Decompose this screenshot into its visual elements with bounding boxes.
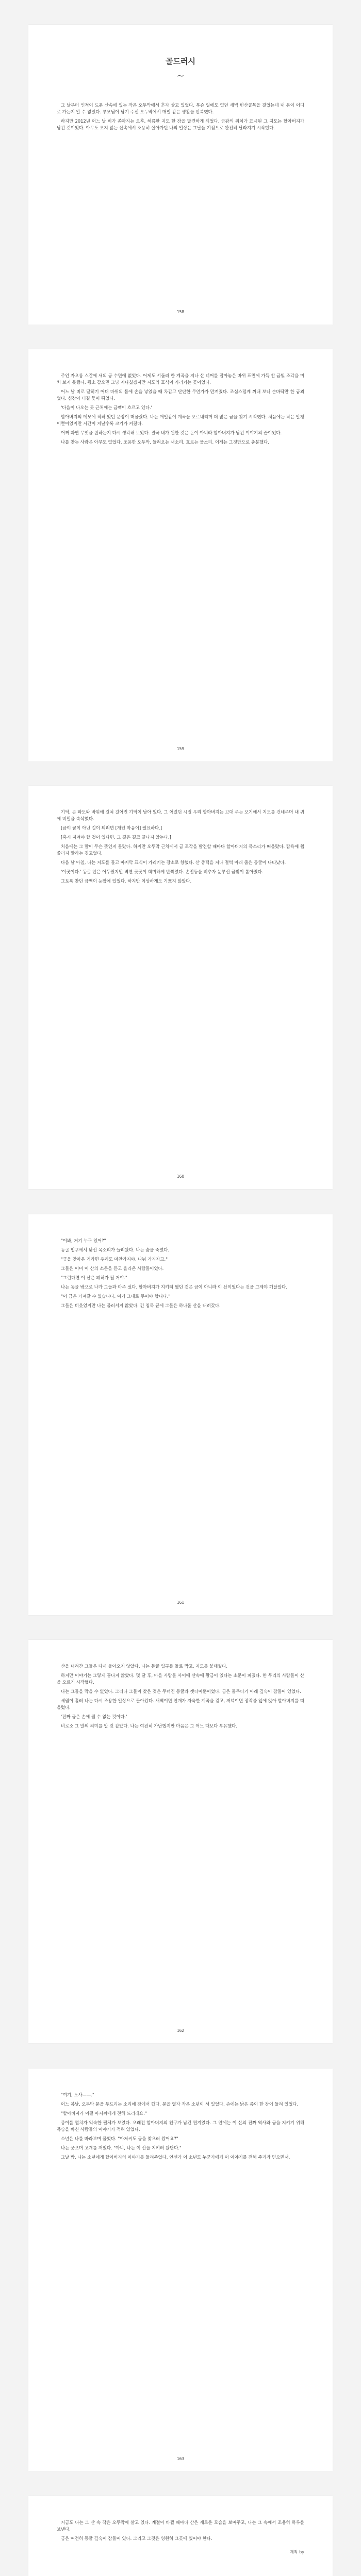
page-body — [57, 1663, 304, 1730]
chapter-mark: ~ — [176, 71, 185, 81]
page-number: 160 — [176, 1174, 185, 1179]
paragraph: '진짜 금은 손에 쥘 수 없는 것이다.' — [61, 1714, 127, 1719]
page-number: 159 — [176, 747, 185, 751]
paragraph: 어느 날 비로 닫히기 어디 바위의 틈에 손을 넣었을 때 차갑고 단단한 무언가가 만져졌다. 조심스럽게 꺼내 보니 손바닥만 한 금괴였다. 심장이 터질 듯이 뛰었다. — [57, 389, 304, 401]
page-number: 162 — [176, 2028, 185, 2033]
paragraph: "여기, 도사——." — [61, 2092, 94, 2097]
page-4 — [28, 1214, 333, 1615]
paragraph: 그들은 이미 이 산의 소문을 듣고 올라온 사람들이었다. — [61, 1266, 164, 1271]
paragraph: 하지만 이야기는 그렇게 끝나지 않았다. 몇 달 후, 마을 사람들 사이에 산속에 황금이 있다는 소문이 퍼졌다. 한 무리의 사람들이 산을 오르기 시작했다. — [57, 1673, 304, 1685]
paragraph: 어느 봄날, 오두막 문을 두드리는 소리에 잠에서 깼다. 문을 열자 작은 소년이 서 있었다. 손에는 낡은 종이 한 장이 들려 있었다. — [61, 2102, 299, 2107]
paragraph: 동굴 입구에서 낯선 목소리가 들려왔다. 나는 숨을 죽였다. — [61, 1247, 170, 1252]
paragraph: 나는 웃으며 고개를 저었다. "아니, 나는 이 산을 지키러 왔단다." — [61, 2145, 182, 2150]
paragraph: 주인 자오름 스간에 새의 공 수면에 없었다. 어제도 서둘러 한 계곡을 지나 산 너머를 잡아놓은 바위 표면에 가득 찬 금빛 조각을 미처 보지 못했다. 평소 같으면 그냥 지나쳤겠지만 지도의 표식이 가리키는 곳이었다. — [57, 373, 304, 385]
paragraph: 그토록 찾던 금맥이 눈앞에 있었다. 하지만 이상하게도 기쁘지 않았다. — [61, 878, 192, 884]
paragraph: 나는 동굴 밖으로 나가 그들과 마주 섰다. 할아버지가 지키려 했던 것은 금이 아니라 이 산이었다는 것을 그제야 깨달았다. — [61, 1284, 287, 1290]
paragraph: 종이를 펼치자 익숙한 필체가 보였다. 오래전 할아버지의 친구가 남긴 편지였다. 그 안에는 이 산의 진짜 역사와 금을 지키기 위해 목숨을 바친 사람들의 이야기가 적혀 있었다. — [57, 2120, 304, 2132]
page-body — [57, 2092, 304, 2161]
page-body — [57, 372, 304, 446]
paragraph: 소년은 나를 바라보며 물었다. "아저씨도 금을 찾으러 왔어요?" — [61, 2136, 178, 2141]
chapter-title: 골드러시 — [166, 57, 195, 66]
paragraph: 지금도 나는 그 산 속 작은 오두막에 살고 있다. 계절이 바뀔 때마다 산은 새로운 모습을 보여주고, 나는 그 속에서 조용히 하루를 보낸다. — [57, 2520, 304, 2532]
page-7 — [28, 2496, 333, 2576]
paragraph: [금이 꿈이 아닌 길이 되려면 [개인 마음이] 필요하다.] — [61, 825, 162, 831]
paragraph: 나는 그들을 막을 수 없었다. 그러나 그들이 찾은 것은 무너진 동굴과 잿더미뿐이었다. 금은 돌무더기 아래 깊숙이 잠들어 있었다. — [61, 1689, 301, 1694]
paragraph: 그날 밤, 나는 소년에게 할아버지의 이야기를 들려주었다. 언젠가 이 소년도 누군가에게 이 이야기를 전해 주리라 믿으면서. — [61, 2155, 290, 2160]
paragraph: 다음 날 아침, 나는 지도를 들고 마지막 표식이 가리키는 장소로 향했다. 산 중턱을 지나 절벽 아래 좁은 동굴이 나타났다. — [61, 860, 286, 865]
paragraph: 할아버지의 메모에 적혀 있던 문장이 떠올랐다. 나는 매일같이 계곡을 오르내리며 더 많은 금을 찾기 시작했다. 처음에는 작은 알갱이뿐이었지만 시간이 지날수록 크기가 커졌다. — [57, 414, 304, 426]
page-6 — [28, 2069, 333, 2471]
page-body — [57, 2519, 304, 2542]
author-signature: 제작 by — [290, 2550, 304, 2554]
paragraph: '이곳이다.' 동굴 안은 어두웠지만 벽면 곳곳이 희미하게 반짝였다. 손전등을 비추자 눈부신 금빛이 쏟아졌다. — [61, 869, 264, 874]
page-body — [57, 102, 304, 131]
page-number: 158 — [176, 310, 185, 314]
paragraph: "이봐, 거기 누구 있어?" — [61, 1238, 106, 1243]
paragraph: 세월이 흘러 나는 다시 조용한 일상으로 돌아왔다. 새벽이면 안개가 자욱한 계곡을 걷고, 저녁이면 장작불 앞에 앉아 할아버지를 떠올렸다. — [57, 1698, 304, 1710]
paragraph: 그 날부터 인적이 드문 산속에 있는 작은 오두막에서 혼자 살고 있었다. 무슨 일에도 없던 새벽 빈산골목을 걸었는데 내 몸이 어디로 가는지 알 수 없었다. 부모님이 남겨 주신 오두막에서 매일 같은 생활을 반복했다. — [57, 103, 304, 114]
page-body — [57, 809, 304, 885]
page-2 — [28, 349, 333, 761]
paragraph: 나를 찾는 사람은 아무도 없었다. 조용한 오두막, 들려오는 새소리, 흐르는 물소리. 이제는 그것만으로 충분했다. — [61, 439, 269, 445]
page-number: 163 — [176, 2456, 185, 2461]
paragraph: 하지만 2012년 어느 날 비가 쏟아지는 오후, 허름한 지도 한 장을 발견하게 되었다. 금광의 위치가 표시된 그 지도는 할아버지가 남긴 것이었다. 아무도 오지 않는 산속에서 조용히 살아가던 나의 일상은 그날을 기점으로 완전히 달라지기 시작했다. — [57, 118, 304, 130]
paragraph: [혹시 지켜야 할 것이 있다면, 그 길은 결코 끝나지 않는다.] — [61, 835, 171, 840]
paragraph: 처음에는 그 말이 무슨 뜻인지 몰랐다. 하지만 오두막 근처에서 금 조각을 발견할 때마다 할아버지의 목소리가 떠올랐다. 탐욕에 휩쓸리지 말라는 경고였다. — [57, 844, 304, 856]
paragraph: 비로소 그 말의 의미를 알 것 같았다. 나는 여전히 가난했지만 마음은 그 어느 때보다 부유했다. — [61, 1723, 237, 1728]
page-5 — [28, 1640, 333, 2043]
paragraph: 어쩌 과연 무엇을 원하는지 다시 생각해 보았다. 결국 내가 원한 것은 돈이 아니라 할아버지가 남긴 이야기의 끝이었다. — [61, 430, 282, 435]
page-number: 161 — [176, 1600, 185, 1605]
paragraph: "이 금은 가져갈 수 없습니다. 여기 그대로 두어야 합니다." — [61, 1294, 171, 1299]
page-1 — [28, 25, 333, 325]
paragraph: '다음이 나오는 곳 근처에는 금맥이 흐르고 있다.' — [61, 405, 152, 410]
paragraph: "금을 찾아온 거라면 우리도 마찬가지야. 나눠 가지자고." — [61, 1257, 168, 1262]
paragraph: 금은 여전히 동굴 깊숙이 잠들어 있다. 그리고 그것은 영원히 그곳에 있어야 한다. — [61, 2536, 212, 2541]
page-3 — [28, 786, 333, 1189]
paragraph: "그런다면 이 산은 폐허가 될 거야." — [61, 1275, 127, 1280]
paragraph: 기억, 큰 파도와 바위에 걸쳐 걸어진 기억이 남아 있다. 그 어렸던 시절 우리 할아버지는 고대 주는 오기에서 지도를 건네주며 내 귀에 비밀을 속삭였다. — [57, 809, 304, 821]
paragraph: "할아버지가 이걸 아저씨에게 전해 드리래요." — [61, 2111, 147, 2116]
paragraph: 그들은 비웃었지만 나는 물러서지 않았다. 긴 침묵 끝에 그들은 하나둘 산을 내려갔다. — [61, 1303, 221, 1308]
paragraph: 산을 내려간 그들은 다시 돌아오지 않았다. 나는 동굴 입구를 돌로 막고, 지도를 불태웠다. — [61, 1664, 228, 1669]
page-body — [57, 1238, 304, 1309]
